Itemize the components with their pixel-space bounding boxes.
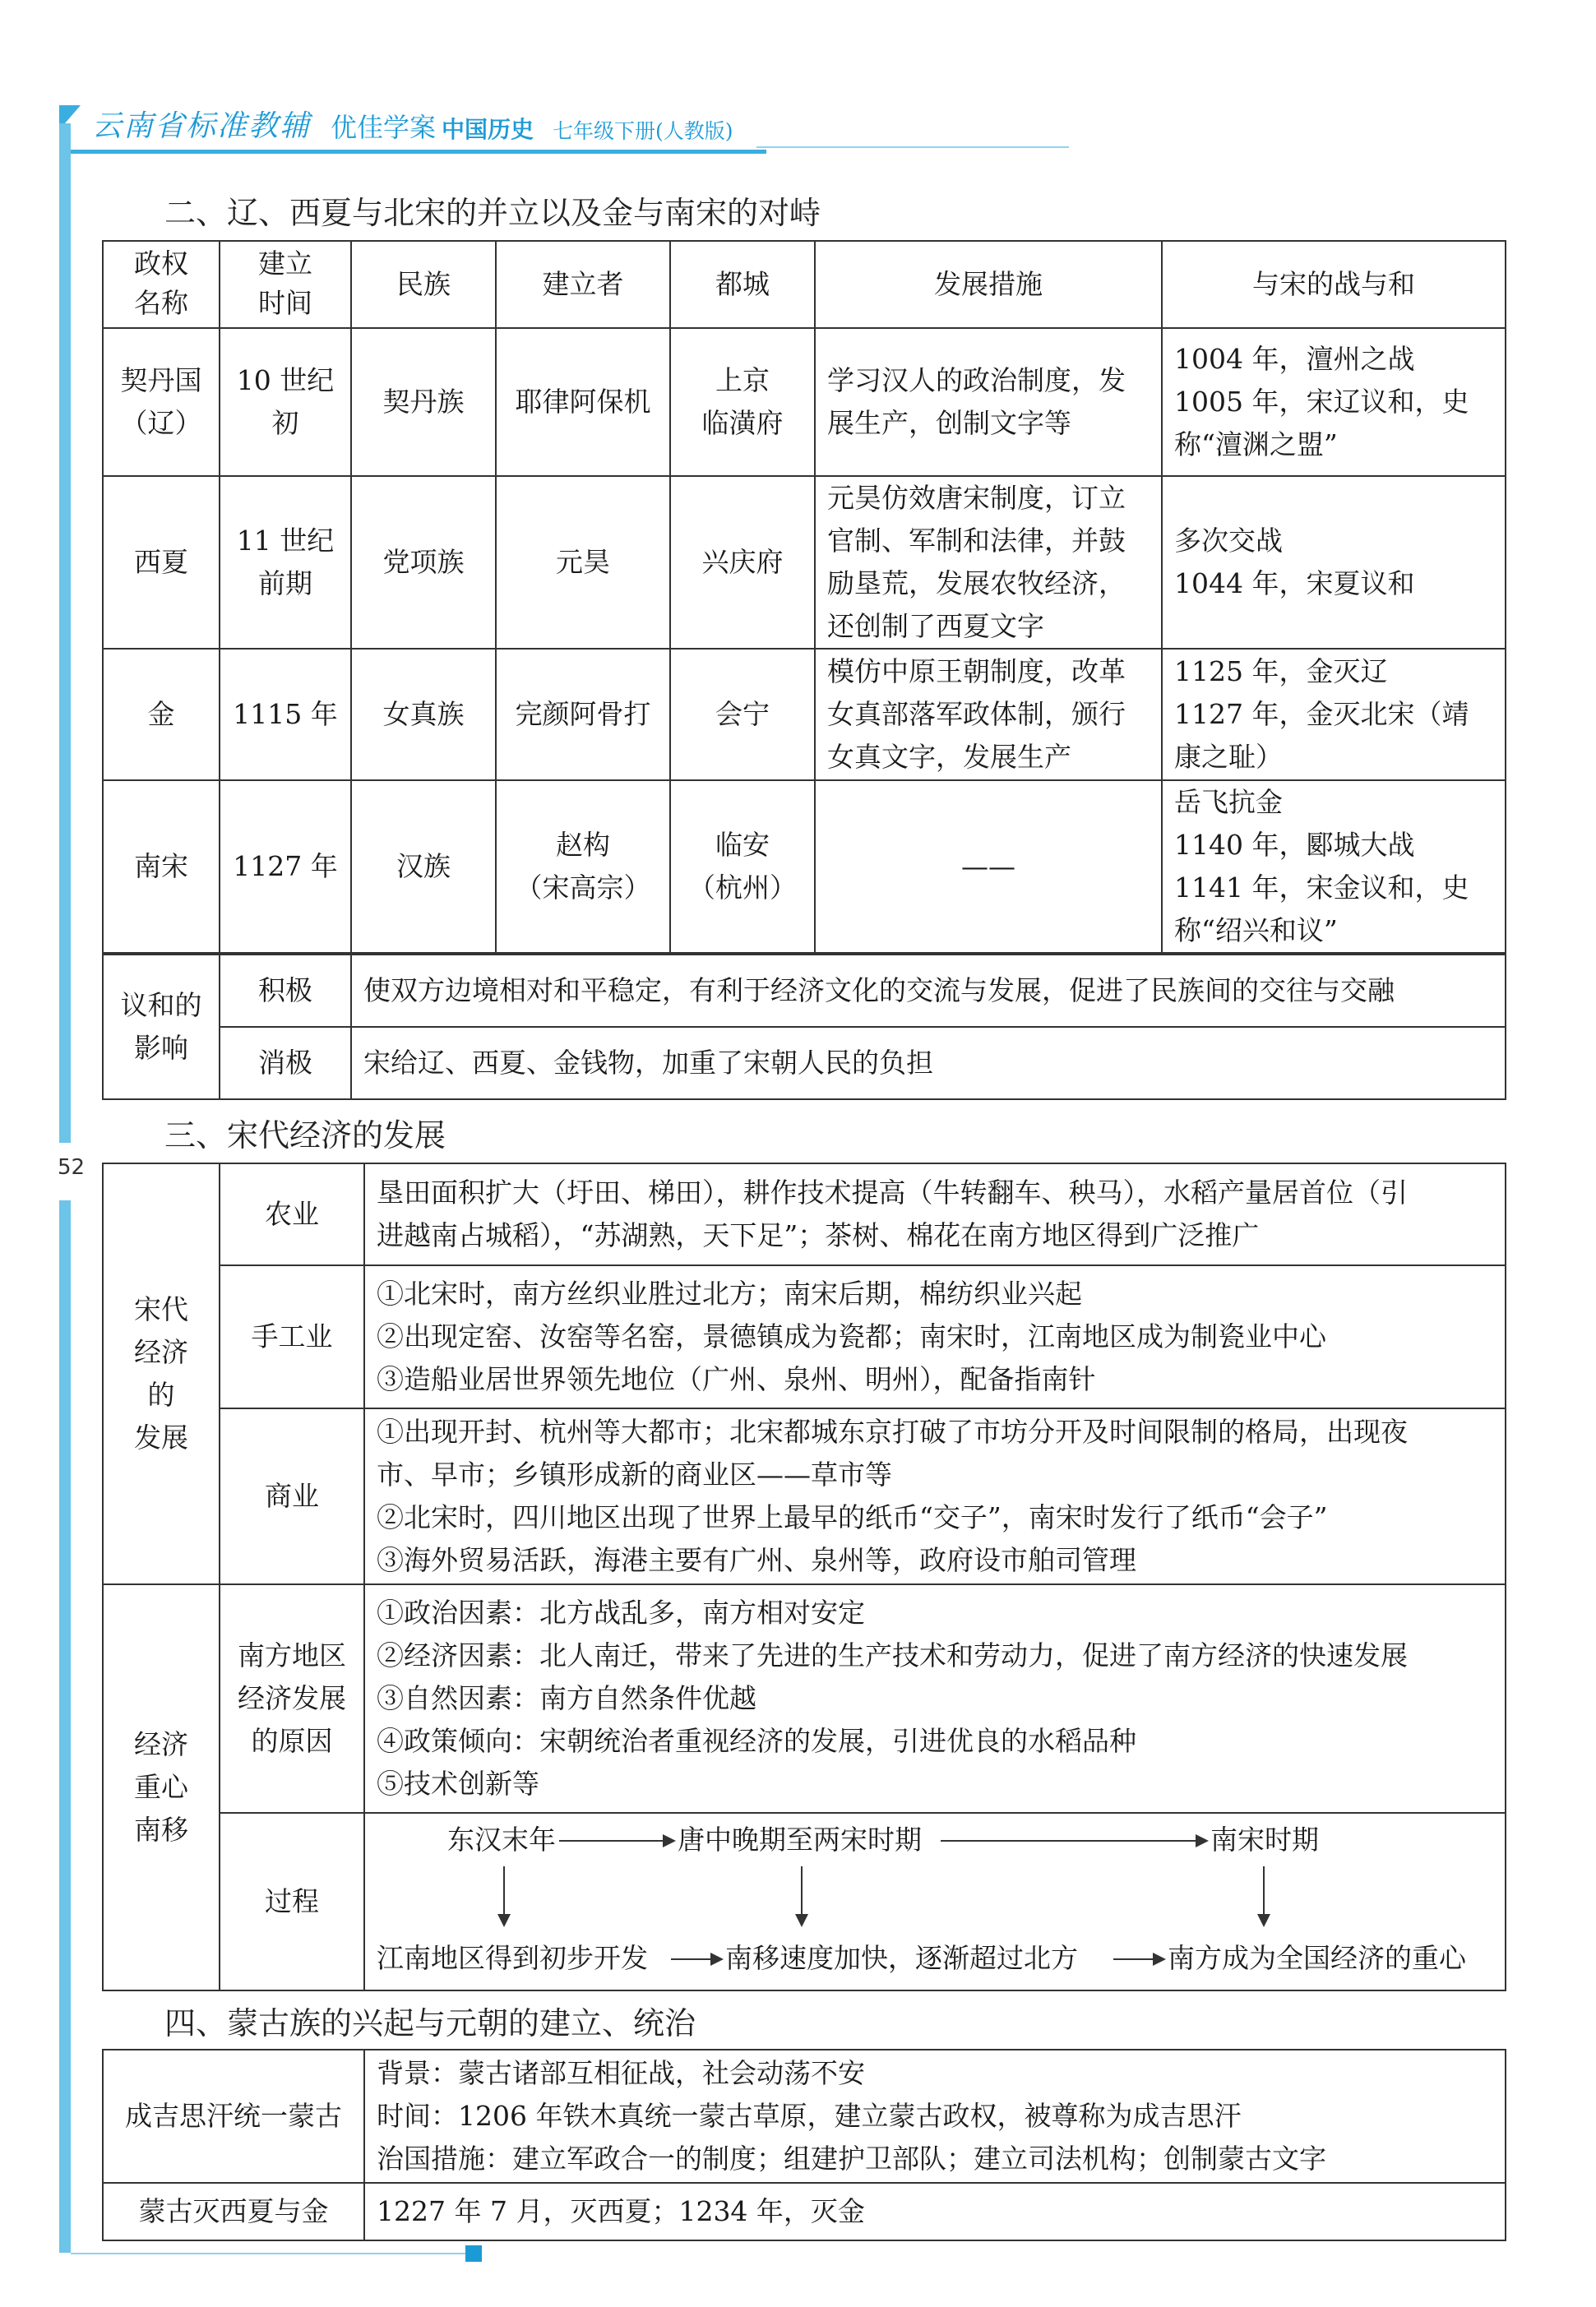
capital: 兴庆府 bbox=[670, 476, 815, 649]
stage-1: 东汉末年 bbox=[447, 1824, 556, 1856]
arrow-down-icon bbox=[795, 1914, 808, 1927]
grade-title: 七年级下册(人教版) bbox=[553, 119, 733, 143]
comm-line: ②北宋时，四川地区出现了世界上最早的纸币“交子”，南宋时发行了纸币“会子” bbox=[377, 1501, 1328, 1533]
stage-3: 南宋时期 bbox=[1210, 1824, 1319, 1856]
shift-label: 经济 bbox=[134, 1728, 188, 1760]
craft-line: ③造船业居世界领先地位（广州、泉州、明州），配备指南针 bbox=[377, 1363, 1096, 1395]
peace-label: 议和的 bbox=[120, 989, 202, 1021]
row-line: 治国措施：建立军政合一的制度；组建护卫部队；建立司法机构；创制蒙古文字 bbox=[377, 2143, 1326, 2175]
row-line: 时间：1206 年铁木真统一蒙古草原，建立蒙古政权，被尊称为成吉思汗 bbox=[377, 2100, 1242, 2132]
capital: 上京 bbox=[715, 364, 770, 396]
process-flow bbox=[365, 1814, 1505, 1990]
col-header: 都城 bbox=[670, 241, 815, 328]
founder: 元昊 bbox=[496, 476, 670, 649]
measure-line: 女真文字，发展生产 bbox=[827, 741, 1071, 773]
page-number: 52 bbox=[58, 1155, 86, 1180]
shift-label: 南移 bbox=[134, 1814, 188, 1846]
negative-label: 消极 bbox=[220, 1027, 351, 1099]
subject-title: 中国历史 bbox=[442, 116, 534, 143]
regime-name: 契丹国 bbox=[120, 364, 202, 396]
row-label: 蒙古灭西夏与金 bbox=[103, 2183, 364, 2240]
table-header-row bbox=[103, 241, 1506, 328]
col-header bbox=[220, 241, 351, 328]
founding-time: 11 世纪 bbox=[236, 525, 335, 557]
reason-line: ①政治因素：北方战乱多，南方相对安定 bbox=[377, 1597, 865, 1629]
agri-line: 垦田面积扩大（圩田、梯田），耕作技术提高（牛转翻车、秧马），水稻产量居首位（引 bbox=[377, 1177, 1408, 1209]
positive-text: 使双方边境相对和平稳定，有利于经济文化的交流与发展，促进了民族间的交往与交融 bbox=[351, 955, 1506, 1027]
header-text: 建立时间 bbox=[258, 247, 312, 319]
arrow-line bbox=[671, 1958, 714, 1960]
regime-name: （辽） bbox=[120, 407, 202, 439]
measure-line: 还创制了西夏文字 bbox=[827, 610, 1044, 642]
agri-line: 进越南占城稻），“苏湖熟，天下足”；茶树、棉花在南方地区得到广泛推广 bbox=[377, 1219, 1260, 1251]
result-2: 南移速度加快，逐渐超过北方 bbox=[725, 1942, 1078, 1974]
founder: 赵构 bbox=[556, 829, 610, 861]
arrow-line bbox=[1113, 1958, 1156, 1960]
page-header bbox=[59, 105, 766, 154]
dev-label: 经济 bbox=[134, 1336, 188, 1368]
table-row bbox=[103, 328, 1506, 476]
relation-line: 1125 年，金灭辽 bbox=[1174, 655, 1388, 687]
left-margin-bar bbox=[59, 123, 71, 1143]
arrow-line bbox=[503, 1866, 505, 1916]
negative-text: 宋给辽、西夏、金钱物，加重了宋朝人民的负担 bbox=[351, 1027, 1506, 1099]
reason-label: 南方地区 bbox=[238, 1639, 346, 1671]
peace-impact-table bbox=[102, 954, 1506, 1100]
stage-2: 唐中晚期至两宋时期 bbox=[678, 1824, 922, 1856]
result-3: 南方成为全国经济的重心 bbox=[1168, 1942, 1466, 1974]
book-title: 优佳学案 bbox=[331, 112, 437, 143]
section-title: 四、蒙古族的兴起与元朝的建立、统治 bbox=[164, 2005, 696, 2041]
arrow-line bbox=[1263, 1866, 1265, 1916]
measure-line: 元昊仿效唐宋制度，订立 bbox=[827, 482, 1126, 514]
arrow-down-icon bbox=[1257, 1914, 1270, 1927]
arrow-head-icon bbox=[1153, 1953, 1166, 1966]
footer-rule bbox=[71, 2253, 465, 2254]
comm-label: 商业 bbox=[220, 1408, 364, 1584]
arrow-line bbox=[801, 1866, 803, 1916]
arrow-head-icon bbox=[710, 1953, 724, 1966]
ethnic-group: 党项族 bbox=[351, 476, 496, 649]
agri-label: 农业 bbox=[220, 1163, 364, 1265]
relation-line: 多次交战 bbox=[1174, 525, 1283, 557]
founder: 完颜阿骨打 bbox=[496, 649, 670, 780]
series-title: 云南省标准教辅 bbox=[92, 109, 312, 143]
founding-time: 前期 bbox=[258, 567, 312, 599]
left-margin-bar bbox=[59, 1200, 71, 2253]
process-label: 过程 bbox=[220, 1813, 364, 1990]
dev-label: 发展 bbox=[134, 1422, 188, 1454]
founding-time: 10 世纪初 bbox=[220, 328, 351, 476]
ethnic-group: 契丹族 bbox=[351, 328, 496, 476]
ethnic-group: 汉族 bbox=[351, 780, 496, 953]
row-label: 成吉思汗统一蒙古 bbox=[103, 2050, 364, 2183]
dev-label: 的 bbox=[147, 1379, 175, 1411]
reason-line: ③自然因素：南方自然条件优越 bbox=[377, 1682, 756, 1714]
ethnic-group: 女真族 bbox=[351, 649, 496, 780]
relation-line: 1140 年，郾城大战 bbox=[1174, 829, 1415, 861]
measure-line: —— bbox=[815, 780, 1162, 953]
reason-line: ⑤技术创新等 bbox=[377, 1768, 539, 1800]
regime-name: 金 bbox=[103, 649, 220, 780]
positive-label: 积极 bbox=[220, 955, 351, 1027]
arrow-line bbox=[941, 1840, 1199, 1842]
shift-label: 重心 bbox=[134, 1771, 188, 1803]
regimes-table bbox=[102, 240, 1506, 954]
relation-line: 1005 年，宋辽议和，史 bbox=[1174, 386, 1469, 418]
measure-line: 展生产，创制文字等 bbox=[827, 407, 1071, 439]
craft-line: ②出现定窑、汝窑等名窑，景德镇成为瓷都；南宋时，江南地区成为制瓷业中心 bbox=[377, 1320, 1326, 1352]
relation-line: 1004 年，澶州之战 bbox=[1174, 343, 1415, 375]
reason-line: ②经济因素：北人南迁，带来了先进的生产技术和劳动力，促进了南方经济的快速发展 bbox=[377, 1639, 1408, 1671]
arrow-line bbox=[559, 1840, 666, 1842]
relation-line: 康之耻） bbox=[1174, 741, 1283, 773]
relation-line: 1141 年，宋金议和，史 bbox=[1174, 871, 1469, 904]
col-header: 建立者 bbox=[496, 241, 670, 328]
relation-line: 称“澶渊之盟” bbox=[1174, 428, 1338, 460]
table-row bbox=[103, 780, 1506, 953]
regime-name: 西夏 bbox=[103, 476, 220, 649]
row-line: 1227 年 7 月，灭西夏；1234 年，灭金 bbox=[364, 2183, 1506, 2240]
measure-line: 女真部落军政体制，颁行 bbox=[827, 698, 1126, 730]
table-row bbox=[103, 476, 1506, 649]
result-1: 江南地区得到初步开发 bbox=[377, 1942, 648, 1974]
header-text: 政权名称 bbox=[134, 247, 188, 319]
economy-table bbox=[102, 1163, 1506, 1991]
capital: 临潢府 bbox=[701, 407, 784, 439]
col-header: 与宋的战与和 bbox=[1162, 241, 1506, 328]
arrow-head-icon bbox=[663, 1834, 676, 1847]
row-line: 背景：蒙古诸部互相征战，社会动荡不安 bbox=[377, 2057, 865, 2089]
reason-label: 经济发展 bbox=[238, 1682, 346, 1714]
regime-name: 南宋 bbox=[103, 780, 220, 953]
relation-line: 称“绍兴和议” bbox=[1174, 914, 1338, 946]
dev-label: 宋代 bbox=[134, 1293, 188, 1325]
capital: （杭州） bbox=[688, 871, 797, 904]
col-header bbox=[103, 241, 220, 328]
founder: 耶律阿保机 bbox=[496, 328, 670, 476]
measure-line: 模仿中原王朝制度，改革 bbox=[827, 655, 1126, 687]
comm-line: 市、早市；乡镇形成新的商业区——草市等 bbox=[377, 1459, 892, 1491]
craft-line: ①北宋时，南方丝织业胜过北方；南宋后期，棉纺织业兴起 bbox=[377, 1278, 1082, 1310]
reason-line: ④政策倾向：宋朝统治者重视经济的发展，引进优良的水稻品种 bbox=[377, 1725, 1136, 1757]
craft-label: 手工业 bbox=[220, 1265, 364, 1408]
capital: 临安 bbox=[715, 829, 770, 861]
arrow-down-icon bbox=[497, 1914, 511, 1927]
arrow-head-icon bbox=[1196, 1834, 1209, 1847]
relation-line: 1127 年，金灭北宋（靖 bbox=[1174, 698, 1469, 730]
table-row bbox=[103, 649, 1506, 780]
col-header: 民族 bbox=[351, 241, 496, 328]
measure-line: 学习汉人的政治制度，发 bbox=[827, 364, 1126, 396]
reason-label: 的原因 bbox=[251, 1725, 333, 1757]
peace-label: 影响 bbox=[134, 1032, 188, 1064]
measure-line: 励垦荒，发展农牧经济， bbox=[827, 567, 1126, 599]
col-header: 发展措施 bbox=[815, 241, 1162, 328]
relation-line: 1044 年，宋夏议和 bbox=[1174, 567, 1415, 599]
footer-square bbox=[465, 2245, 482, 2262]
section-title: 三、宋代经济的发展 bbox=[164, 1117, 446, 1154]
comm-line: ③海外贸易活跃，海港主要有广州、泉州等，政府设市舶司管理 bbox=[377, 1544, 1136, 1576]
capital: 会宁 bbox=[670, 649, 815, 780]
comm-line: ①出现开封、杭州等大都市；北宋都城东京打破了市坊分开及时间限制的格局，出现夜 bbox=[377, 1416, 1408, 1448]
founding-time: 1127 年 bbox=[220, 780, 351, 953]
section-title: 二、辽、西夏与北宋的并立以及金与南宋的对峙 bbox=[164, 195, 821, 231]
relation-line: 岳飞抗金 bbox=[1174, 786, 1283, 818]
header-rule bbox=[756, 146, 1069, 148]
founding-time: 1115 年 bbox=[220, 649, 351, 780]
founder: （宋高宗） bbox=[515, 871, 651, 904]
mongol-table bbox=[102, 2049, 1506, 2241]
measure-line: 官制、军制和法律，并鼓 bbox=[827, 525, 1126, 557]
